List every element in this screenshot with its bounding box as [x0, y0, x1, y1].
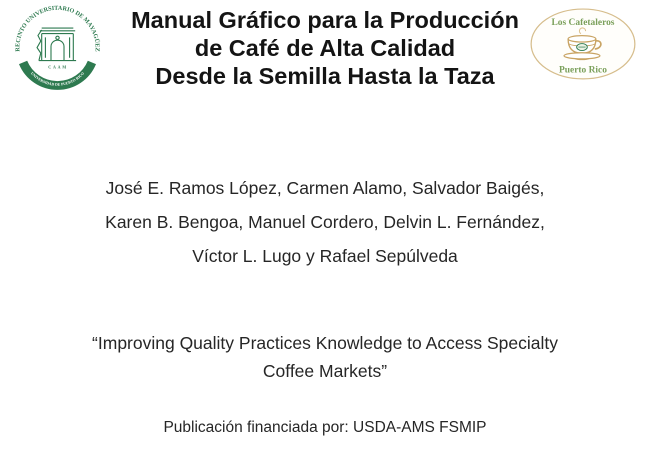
seal-ring-text: RECINTO UNIVERSITARIO DE MAYAGÜEZ: [15, 5, 100, 52]
title-line-3: Desde la Semilla Hasta la Taza: [155, 63, 495, 89]
seal-banner-text: UNIVERSIDAD DE PUERTO RICO: [29, 71, 86, 87]
quote-block: [0, 329, 650, 385]
cafetaleros-top-text: Los Cafetaleros: [551, 17, 615, 28]
seal-caam-text: C A A M: [48, 64, 67, 70]
quote-line-1: “Improving Quality Practices Knowledge to Access Specialty: [92, 333, 558, 353]
cafetaleros-bottom-text: Puerto Rico: [559, 65, 607, 76]
authors-line-2: Karen B. Bengoa, Manuel Cordero, Delvin L. Fernández,: [105, 212, 545, 232]
title-line-2: de Café de Alta Calidad: [194, 35, 456, 61]
authors-line-1: José E. Ramos López, Carmen Alamo, Salvador Baigés,: [105, 178, 545, 198]
title-line-1: Manual Gráfico para la Producción: [131, 7, 519, 33]
quote-line-2: Coffee Markets”: [262, 361, 388, 381]
authors-line-3: Víctor L. Lugo y Rafael Sepúlveda: [192, 246, 458, 266]
authors-block: [0, 171, 650, 273]
funding-line: Publicación financiada por: USDA-AMS FSMIP: [163, 419, 487, 436]
slide-title: [0, 6, 650, 90]
